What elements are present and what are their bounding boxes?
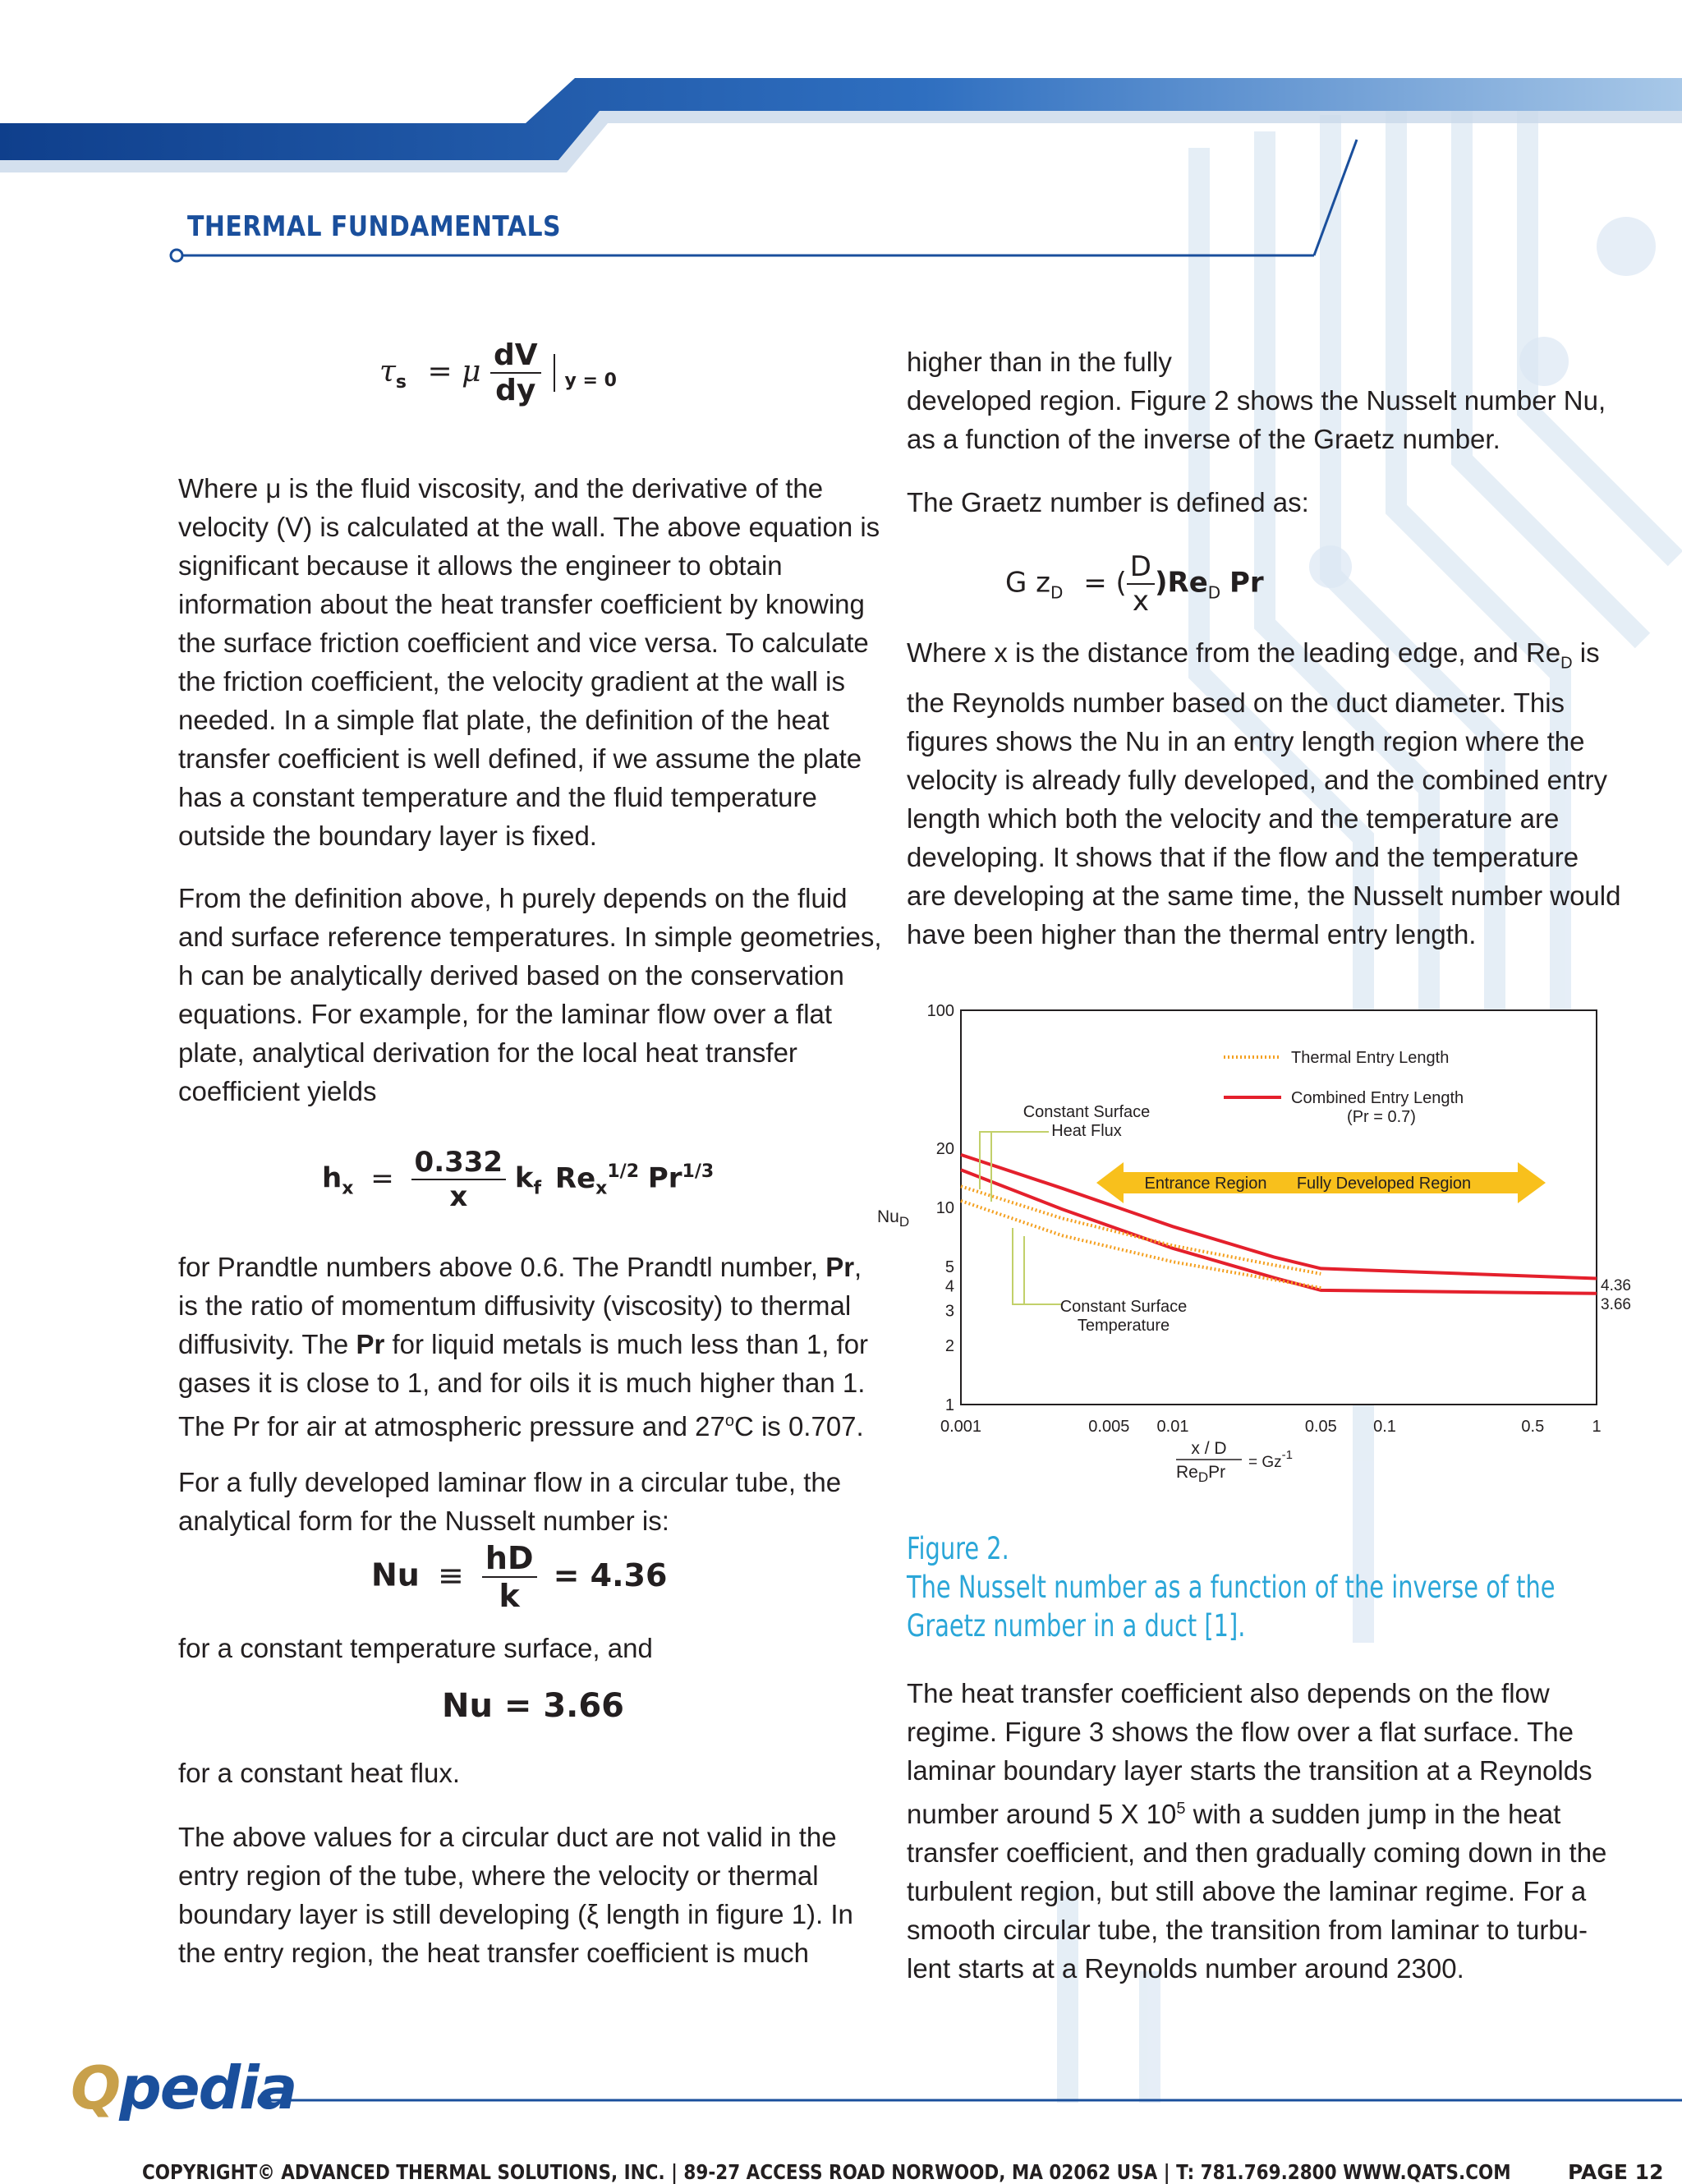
y-axis-label: $Nu_D$ (877, 1207, 910, 1230)
y-tick-label: 1 (944, 1396, 954, 1414)
paragraph-text (907, 1674, 1621, 1988)
close-paren: ) (1154, 566, 1168, 600)
re-subscript: D (1207, 582, 1221, 603)
qpedia-logo (71, 2053, 296, 2122)
legend-combined-sublabel: (Pr = 0.7) (1347, 1108, 1416, 1126)
paragraph-text: The above values for a circular duct are not valid in the entry region of the tube, where the velocity or thermal boundary layer is still developing (ξ length in figure 1). In the entry region, the heat transfer coefficient is much (178, 1822, 853, 1968)
x-label-gz: = $Gz^{-1}$ (1248, 1448, 1293, 1471)
paragraph-text: for a constant heat flux. (178, 1758, 461, 1788)
re-subscript: x (595, 1178, 608, 1199)
local-heat-transfer-equation (322, 1146, 714, 1213)
exponent: 5 (1176, 1800, 1186, 1818)
text-run: Where x is the distance from the leading edge, and Re (907, 637, 1561, 668)
y-tick-label: 20 (935, 1139, 954, 1158)
x-tick-label: 1 (1592, 1418, 1602, 1436)
equals-sign: = (370, 1161, 394, 1195)
heat-flux-label-1: Constant Surface (1023, 1103, 1151, 1121)
evaluation-point: y = 0 (564, 370, 617, 391)
entrance-region-label: Entrance Region (1144, 1175, 1267, 1193)
x-axis-ticks (940, 1418, 1602, 1436)
left-paragraph-6 (178, 1754, 886, 1792)
value-3-66-label: 3.66 (1601, 1296, 1631, 1313)
logo-text: pedia (119, 2053, 296, 2122)
value-4-36-label: 4.36 (1601, 1277, 1631, 1294)
d-x-fraction (1127, 550, 1155, 618)
text-run: is the Reynolds number based on the duct diameter. This figures shows the Nu in an entry length region where the velocity is already fully developed, and the combined entry length which both the velocity and the temperature are developing. It shows that if the flow and the temperature are developing at the same time, the Nusselt number would have been higher than the thermal entry length. (907, 637, 1621, 949)
x-tick-label: 0.01 (1156, 1418, 1189, 1436)
figure-caption (907, 1529, 1643, 1645)
y-tick-label: 2 (944, 1336, 954, 1355)
y-tick-label: 3 (944, 1302, 954, 1321)
logo-q: Q (71, 2053, 120, 2122)
right-paragraph-3 (907, 633, 1621, 954)
fraction-denominator: x (449, 1180, 468, 1213)
text-run: The heat transfer coefficient also depends on the flow regime. Figure 3 shows the flow over a flat surface. The laminar boundary layer starts the transition at a Reynolds number around 5 X 10 (907, 1678, 1592, 1829)
tau-subscript: s (395, 372, 407, 393)
evaluation-bar (554, 354, 555, 392)
text-run: C is 0.707. (733, 1411, 864, 1441)
fraction-numerator: 0.332 (411, 1146, 507, 1180)
pr-symbol: Pr (647, 1161, 682, 1195)
equals-paren: = ( (1083, 566, 1127, 600)
fraction-numerator: hD (482, 1540, 537, 1578)
caption-text: The Nusselt number as a function of the inverse of the Graetz number in a duct [1]. (907, 1570, 1556, 1644)
mu-symbol: = μ (427, 355, 481, 389)
caption-figure-number: Figure 2. (907, 1531, 1009, 1566)
re-exponent: 1/2 (607, 1161, 640, 1183)
coefficient-fraction (411, 1146, 507, 1213)
x-label-denominator: $Re_DPr$ (1176, 1463, 1226, 1485)
pr-exponent: 1/3 (682, 1161, 715, 1183)
x-tick-label: 0.05 (1304, 1418, 1337, 1436)
x-tick-label: 0.5 (1521, 1418, 1545, 1436)
paragraph-text (178, 1248, 886, 1446)
paragraph-text: The Graetz number is defined as: (907, 487, 1309, 517)
right-paragraph-2 (907, 483, 1621, 522)
nusselt-graetz-chart (871, 990, 1631, 1515)
re-subscript: D (1560, 654, 1573, 673)
temperature-label-1: Constant Surface (1059, 1298, 1188, 1316)
gz-symbol: G z (1005, 566, 1051, 600)
x-tick-label: 0.005 (1088, 1418, 1130, 1436)
left-paragraph-3 (178, 1248, 886, 1446)
fraction-denominator: x (1132, 585, 1149, 618)
paragraph-text: From the definition above, h purely depends on the fluid and surface reference temperatures. In simple geometries, h can be analytically derived based on the conservation equations. For example, for the laminar flow over a flat plate, analytical derivation for the local heat transfer coefficient yields (178, 883, 882, 1106)
nu-symbol: Nu (371, 1556, 420, 1593)
x-label-numerator: x / D (1191, 1439, 1227, 1458)
y-axis-ticks (927, 1002, 954, 1414)
footer-copyright: COPYRIGHT© ADVANCED THERMAL SOLUTIONS, INC. | 89-27 ACCESS ROAD NORWOOD, MA 02062 USA | T: 781.769.2800 WWW.QATS.COM (142, 2160, 1511, 2184)
fraction-denominator: dy (495, 374, 536, 407)
y-tick-label: 10 (935, 1199, 954, 1217)
re-symbol: Re (1167, 566, 1208, 600)
left-paragraph-2 (178, 879, 886, 1110)
right-paragraph-4 (907, 1674, 1621, 1988)
left-paragraph-1 (178, 469, 886, 855)
page-number: PAGE 12 (1568, 2160, 1664, 2184)
paragraph-text: higher than in the fully (907, 347, 1172, 377)
fraction-numerator: D (1127, 550, 1155, 585)
fraction-numerator: dV (490, 338, 541, 374)
paragraph-text (907, 633, 1621, 954)
degree-mark: o (724, 1412, 734, 1430)
y-tick-label: 5 (944, 1258, 954, 1277)
hd-k-fraction (482, 1540, 537, 1614)
section-title: THERMAL FUNDAMENTALS (187, 210, 562, 243)
right-paragraph-1 (907, 343, 1621, 458)
text-run: lent starts at a Reynolds number around 2300. (907, 1953, 1464, 1984)
gz-subscript: D (1050, 582, 1064, 603)
x-axis-label (1176, 1439, 1293, 1485)
shear-stress-equation (379, 338, 617, 407)
nusselt-3-66-equation: Nu = 3.66 (442, 1687, 625, 1725)
legend-thermal-label: Thermal Entry Length (1291, 1049, 1450, 1067)
left-paragraph-4 (178, 1463, 886, 1540)
paragraph-text: Where μ is the fluid viscosity, and the derivative of the velocity (V) is calculated at the wall. The above equation is significant because it allows the engineer to obtain information about the heat transfer coefficient by knowing the surface friction coefficient and vice versa. To calculate the friction coefficient, the velocity gradient at the wall is needed. In a simple flat plate, the definition of the heat transfer coefficient is well defined, if we assume the plate has a constant temperature and the fluid temperature outside the boundary layer is fixed. (178, 473, 880, 851)
x-tick-label: 0.001 (940, 1418, 982, 1436)
left-paragraph-7 (178, 1818, 886, 1972)
paragraph-text: for a constant temperature surface, and (178, 1633, 653, 1663)
text-run: with a sudden jump in the heat transfer coefficient, and then gradually coming down in the turbulent region, but still above the laminar regime. For a smooth circular tube, the transition from laminar to turbu- (907, 1799, 1607, 1945)
tau-symbol: τ (379, 355, 396, 389)
h-subscript: x (342, 1178, 354, 1199)
graetz-equation (1005, 550, 1264, 618)
text-run: for Prandtle numbers above 0.6. The Prandtl number, (178, 1252, 826, 1282)
y-tick-label: 100 (926, 1002, 954, 1020)
k-symbol: k (514, 1161, 534, 1195)
text-run: Pr (356, 1329, 385, 1359)
pr-symbol: Pr (1229, 566, 1264, 600)
equiv-sign: ≡ (437, 1556, 464, 1593)
x-tick-label: 0.1 (1373, 1418, 1396, 1436)
fully-developed-label: Fully Developed Region (1296, 1175, 1472, 1193)
re-symbol: Re (554, 1161, 596, 1195)
h-symbol: h (322, 1161, 342, 1195)
text-run: Pr (825, 1252, 855, 1282)
text-run: for liquid metals is much less than 1, for gases it is close to 1, and for oils it is much higher than 1. The Pr for air at atmospheric pressure and 27 (178, 1329, 869, 1441)
y-tick-label: 4 (944, 1277, 954, 1296)
paragraph-text: For a fully developed laminar flow in a circular tube, the analytical form for the Nusselt number is: (178, 1467, 842, 1536)
paragraph-text: developed region. Figure 2 shows the Nusselt number Nu, as a function of the inverse of the Graetz number. (907, 385, 1606, 454)
k-subscript: f (533, 1178, 542, 1199)
temperature-label-2: Temperature (1077, 1317, 1170, 1335)
heat-flux-label-2: Heat Flux (1051, 1122, 1122, 1140)
nusselt-4-36-equation (371, 1540, 667, 1614)
nu-value: = 4.36 (553, 1556, 668, 1593)
fraction-denominator: k (499, 1578, 520, 1614)
dv-dy-fraction (490, 338, 541, 407)
legend-combined-label: Combined Entry Length (1291, 1089, 1464, 1107)
text-run: , is the ratio of momentum diffusivity (viscosity) to thermal diffusivity. The (178, 1252, 862, 1359)
left-paragraph-5 (178, 1629, 886, 1667)
